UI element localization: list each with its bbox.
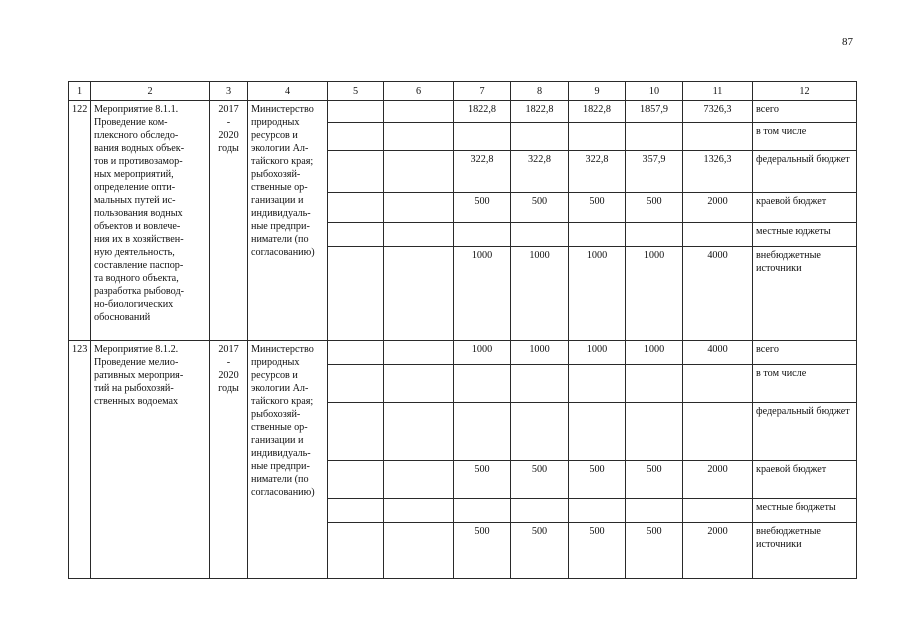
funding-source-label: в том числе bbox=[753, 365, 857, 403]
value-cell bbox=[569, 223, 626, 247]
header-cell: 2 bbox=[91, 82, 210, 101]
value-cell: 322,8 bbox=[454, 151, 511, 193]
header-cell: 10 bbox=[626, 82, 683, 101]
empty-cell bbox=[328, 193, 384, 223]
executor-line: экологии Ал- bbox=[251, 143, 309, 154]
measure-name-line: мальных путей ис- bbox=[94, 195, 176, 206]
header-cell: 4 bbox=[248, 82, 328, 101]
period-line: годы bbox=[218, 143, 239, 154]
executor-line: индивидуаль- bbox=[251, 448, 311, 459]
funding-source-label: в том числе bbox=[753, 123, 857, 151]
executor-line: ресурсов и bbox=[251, 370, 298, 381]
executor-line: рыбохозяй- bbox=[251, 409, 301, 420]
value-cell bbox=[511, 123, 569, 151]
funding-source-label: внебюджетные источники bbox=[753, 523, 857, 579]
executor-line: ные предпри- bbox=[251, 221, 310, 232]
executor-line: рыбохозяй- bbox=[251, 169, 301, 180]
header-cell: 11 bbox=[683, 82, 753, 101]
value-cell bbox=[454, 223, 511, 247]
value-cell bbox=[626, 365, 683, 403]
value-cell: 1000 bbox=[569, 341, 626, 365]
funding-source-label: местные бюджеты bbox=[753, 499, 857, 523]
measure-name-line: тий на рыбохозяй- bbox=[94, 383, 174, 394]
empty-cell bbox=[328, 499, 384, 523]
executor-line: ственные ор- bbox=[251, 422, 308, 433]
value-cell: 1000 bbox=[626, 247, 683, 341]
header-cell: 8 bbox=[511, 82, 569, 101]
value-cell: 7326,3 bbox=[683, 101, 753, 123]
measure-name-line: но-биологических bbox=[94, 299, 174, 310]
executor-line: согласованию) bbox=[251, 247, 315, 258]
value-cell bbox=[454, 365, 511, 403]
empty-cell bbox=[328, 461, 384, 499]
value-cell: 1857,9 bbox=[626, 101, 683, 123]
value-cell: 500 bbox=[454, 193, 511, 223]
executor-line: ные предпри- bbox=[251, 461, 310, 472]
measure-name-line: Мероприятие 8.1.1. bbox=[94, 104, 179, 115]
period-line: 2020 bbox=[218, 130, 239, 141]
measure-name-line: пользования водных bbox=[94, 208, 183, 219]
value-cell bbox=[683, 123, 753, 151]
empty-cell bbox=[328, 523, 384, 579]
value-cell bbox=[569, 499, 626, 523]
value-cell bbox=[626, 123, 683, 151]
measure-name-line: ных мероприятий, bbox=[94, 169, 174, 180]
executor-line: ганизации и bbox=[251, 435, 304, 446]
executor-line: ресурсов и bbox=[251, 130, 298, 141]
measure-name-line: обоснований bbox=[94, 312, 151, 323]
executor bbox=[248, 341, 328, 579]
measure-name-line: вания водных объек- bbox=[94, 143, 185, 154]
funding-source-label: федеральный бюджет bbox=[753, 403, 857, 461]
empty-cell bbox=[328, 365, 384, 403]
measure-name-line: ную деятельность, bbox=[94, 247, 175, 258]
value-cell: 500 bbox=[569, 193, 626, 223]
executor-line: ниматели (по bbox=[251, 234, 309, 245]
header-cell: 5 bbox=[328, 82, 384, 101]
value-cell bbox=[626, 403, 683, 461]
value-cell: 4000 bbox=[683, 341, 753, 365]
empty-cell bbox=[328, 341, 384, 365]
value-cell: 1000 bbox=[626, 341, 683, 365]
funding-source-label: всего bbox=[753, 101, 857, 123]
value-cell bbox=[683, 223, 753, 247]
value-cell: 1822,8 bbox=[454, 101, 511, 123]
value-cell bbox=[683, 365, 753, 403]
empty-cell bbox=[384, 403, 454, 461]
executor-line: согласованию) bbox=[251, 487, 315, 498]
period-line: - bbox=[226, 357, 231, 368]
funding-source-label: федеральный бюджет bbox=[753, 151, 857, 193]
funding-source-label: краевой бюджет bbox=[753, 461, 857, 499]
value-cell: 500 bbox=[511, 193, 569, 223]
value-cell: 500 bbox=[454, 523, 511, 579]
value-cell bbox=[569, 123, 626, 151]
value-cell: 500 bbox=[569, 523, 626, 579]
value-cell: 1000 bbox=[569, 247, 626, 341]
executor bbox=[248, 101, 328, 341]
measure-name-line: ративных мероприя- bbox=[94, 370, 184, 381]
funding-source-label: местные юджеты bbox=[753, 223, 857, 247]
funding-source-label: внебюджетные источники bbox=[753, 247, 857, 341]
executor-line: природных bbox=[251, 117, 300, 128]
executor-line: ниматели (по bbox=[251, 474, 309, 485]
measure-name-line: составление паспор- bbox=[94, 260, 184, 271]
value-cell: 500 bbox=[626, 523, 683, 579]
value-cell: 4000 bbox=[683, 247, 753, 341]
empty-cell bbox=[384, 101, 454, 123]
header-cell: 12 bbox=[753, 82, 857, 101]
value-cell: 1326,3 bbox=[683, 151, 753, 193]
value-cell bbox=[511, 223, 569, 247]
table-row bbox=[69, 101, 857, 123]
measure-name-line: Проведение ком- bbox=[94, 117, 168, 128]
measure-name-line: Мероприятие 8.1.2. bbox=[94, 344, 179, 355]
empty-cell bbox=[384, 341, 454, 365]
value-cell: 1000 bbox=[511, 247, 569, 341]
value-cell: 500 bbox=[626, 193, 683, 223]
period-line: 2020 bbox=[218, 370, 239, 381]
value-cell: 500 bbox=[569, 461, 626, 499]
executor-line: природных bbox=[251, 357, 300, 368]
empty-cell bbox=[328, 101, 384, 123]
value-cell bbox=[454, 403, 511, 461]
value-cell bbox=[626, 223, 683, 247]
executor-line: экологии Ал- bbox=[251, 383, 309, 394]
empty-cell bbox=[384, 247, 454, 341]
value-cell bbox=[454, 123, 511, 151]
value-cell: 500 bbox=[626, 461, 683, 499]
value-cell bbox=[569, 403, 626, 461]
executor-line: тайского края; bbox=[251, 156, 314, 167]
measure-name-line: ния их в хозяйствен- bbox=[94, 234, 184, 245]
value-cell: 1000 bbox=[454, 247, 511, 341]
funding-source-label: краевой бюджет bbox=[753, 193, 857, 223]
value-cell bbox=[569, 365, 626, 403]
measure-name-line: та водного объекта, bbox=[94, 273, 179, 284]
value-cell: 2000 bbox=[683, 523, 753, 579]
period-line: 2017 bbox=[218, 104, 239, 115]
value-cell bbox=[511, 499, 569, 523]
empty-cell bbox=[384, 193, 454, 223]
empty-cell bbox=[384, 223, 454, 247]
funding-source-label: всего bbox=[753, 341, 857, 365]
value-cell: 322,8 bbox=[511, 151, 569, 193]
measure-name bbox=[91, 341, 210, 579]
value-cell: 1000 bbox=[511, 341, 569, 365]
header-cell: 9 bbox=[569, 82, 626, 101]
table-row bbox=[69, 341, 857, 365]
empty-cell bbox=[384, 365, 454, 403]
period-line: годы bbox=[218, 383, 239, 394]
empty-cell bbox=[328, 247, 384, 341]
value-cell bbox=[626, 499, 683, 523]
measure-name-line: объектов и вовлече- bbox=[94, 221, 181, 232]
empty-cell bbox=[384, 523, 454, 579]
empty-cell bbox=[384, 123, 454, 151]
period-line: - bbox=[226, 117, 231, 128]
empty-cell bbox=[384, 461, 454, 499]
measure-name-line: Проведение мелио- bbox=[94, 357, 179, 368]
value-cell bbox=[683, 403, 753, 461]
executor-line: тайского края; bbox=[251, 396, 314, 407]
financing-table bbox=[68, 81, 857, 579]
value-cell bbox=[511, 365, 569, 403]
value-cell: 1822,8 bbox=[569, 101, 626, 123]
header-cell: 1 bbox=[69, 82, 91, 101]
measure-name-line: разработка рыбовод- bbox=[94, 286, 185, 297]
empty-cell bbox=[384, 499, 454, 523]
executor-line: ственные ор- bbox=[251, 182, 308, 193]
period bbox=[210, 101, 248, 341]
value-cell: 1000 bbox=[454, 341, 511, 365]
value-cell bbox=[683, 499, 753, 523]
empty-cell bbox=[328, 403, 384, 461]
value-cell: 1822,8 bbox=[511, 101, 569, 123]
measure-name-line: тов и противозамор- bbox=[94, 156, 183, 167]
measure-name-line: ственных водоемах bbox=[94, 396, 179, 407]
header-cell: 6 bbox=[384, 82, 454, 101]
value-cell: 500 bbox=[454, 461, 511, 499]
executor-line: индивидуаль- bbox=[251, 208, 311, 219]
row-number: 122 bbox=[69, 101, 91, 341]
row-number: 123 bbox=[69, 341, 91, 579]
empty-cell bbox=[384, 151, 454, 193]
empty-cell bbox=[328, 123, 384, 151]
empty-cell bbox=[328, 151, 384, 193]
value-cell: 322,8 bbox=[569, 151, 626, 193]
header-row bbox=[69, 82, 857, 101]
header-cell: 3 bbox=[210, 82, 248, 101]
value-cell bbox=[454, 499, 511, 523]
value-cell: 500 bbox=[511, 523, 569, 579]
measure-name-line: плексного обследо- bbox=[94, 130, 179, 141]
value-cell bbox=[511, 403, 569, 461]
page-number: 87 bbox=[842, 36, 853, 48]
period-line: 2017 bbox=[218, 344, 239, 355]
value-cell: 357,9 bbox=[626, 151, 683, 193]
executor-line: Министерство bbox=[251, 104, 314, 115]
header-cell: 7 bbox=[454, 82, 511, 101]
executor-line: Министерство bbox=[251, 344, 314, 355]
measure-name bbox=[91, 101, 210, 341]
empty-cell bbox=[328, 223, 384, 247]
period bbox=[210, 341, 248, 579]
executor-line: ганизации и bbox=[251, 195, 304, 206]
measure-name-line: определение опти- bbox=[94, 182, 176, 193]
value-cell: 2000 bbox=[683, 193, 753, 223]
value-cell: 2000 bbox=[683, 461, 753, 499]
value-cell: 500 bbox=[511, 461, 569, 499]
